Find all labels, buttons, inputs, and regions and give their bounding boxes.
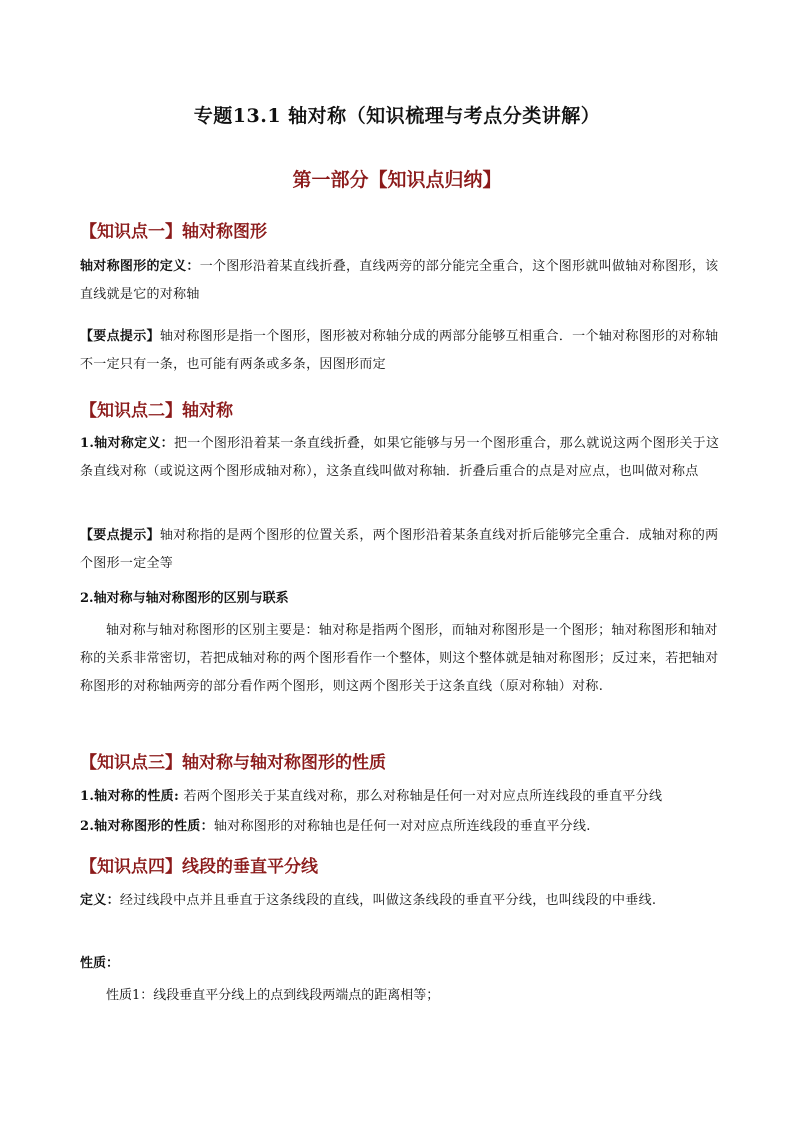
k4-definition-term: 定义： bbox=[80, 893, 120, 908]
k2-definition-text: 把一个图形沿着某一条直线折叠，如果它能够与另一个图形重合，那么就说这两个图形关于这条直线对称（或说这两个图形成轴对称），这条直线叫做对称轴．折叠后重合的点是对应点，也叫做对称点 bbox=[80, 436, 720, 479]
page-title: 专题13.1 轴对称（知识梳理与考点分类讲解） bbox=[193, 105, 601, 127]
k3-property-2 bbox=[80, 813, 740, 841]
k4-property-label: 性质： bbox=[80, 956, 120, 971]
k2-definition-term: 1.轴对称定义： bbox=[80, 436, 174, 451]
k2-tip-text: 轴对称指的是两个图形的位置关系，两个图形沿着某条直线对折后能够完全重合．成轴对称的两个图形一定全等 bbox=[80, 528, 719, 571]
k3-property-2-text: 轴对称图形的对称轴也是任何一对对应点所连线段的垂直平分线. bbox=[213, 819, 591, 834]
section-heading-k3: 【知识点三】轴对称与轴对称图形的性质 bbox=[80, 753, 386, 773]
k2-tip-term: 【要点提示】 bbox=[80, 528, 160, 543]
k4-definition-text: 经过线段中点并且垂直于这条线段的直线，叫做这条线段的垂直平分线，也叫线段的中垂线. bbox=[119, 893, 657, 908]
k2-tip bbox=[80, 522, 720, 578]
k1-definition bbox=[80, 253, 720, 309]
k1-definition-term: 轴对称图形的定义： bbox=[80, 259, 200, 274]
k2-definition bbox=[80, 430, 720, 486]
k4-property-1: 性质1：线段垂直平分线上的点到线段两端点的距离相等； bbox=[106, 988, 440, 1003]
k1-tip-text: 轴对称图形是指一个图形，图形被对称轴分成的两部分能够互相重合．一个轴对称图形的对称轴不一定只有一条，也可能有两条或多条，因图形而定 bbox=[80, 329, 719, 372]
k3-property-1 bbox=[80, 783, 740, 811]
k2-subheading: 2.轴对称与轴对称图形的区别与联系 bbox=[80, 591, 289, 606]
k3-property-1-term: 1.轴对称的性质: bbox=[80, 789, 180, 804]
part-heading: 第一部分【知识点归纳】 bbox=[292, 169, 502, 191]
section-heading-k1: 【知识点一】轴对称图形 bbox=[80, 222, 267, 242]
section-heading-k2: 【知识点二】轴对称 bbox=[80, 401, 233, 421]
k1-tip-term: 【要点提示】 bbox=[80, 329, 160, 344]
k2-difference-text: 轴对称与轴对称图形的区别主要是：轴对称是指两个图形，而轴对称图形是一个图形；轴对称图形和轴对称的关系非常密切，若把成轴对称的两个图形看作一个整体，则这个整体就是轴对称图形；反过来，若把轴对称图形的对称轴两旁的部分看作两个图形，则这两个图形关于这条直线（原对称轴）对称. bbox=[80, 623, 719, 694]
k1-definition-text: 一个图形沿着某直线折叠，直线两旁的部分能完全重合，这个图形就叫做轴对称图形，该直线就是它的对称轴 bbox=[80, 259, 719, 302]
k1-tip bbox=[80, 323, 720, 379]
k4-definition bbox=[80, 887, 720, 915]
section-heading-k4: 【知识点四】线段的垂直平分线 bbox=[80, 857, 318, 877]
k3-property-1-text: 若两个图形关于某直线对称，那么对称轴是任何一对对应点所连线段的垂直平分线 bbox=[179, 789, 663, 804]
k3-property-2-term: 2.轴对称图形的性质： bbox=[80, 819, 214, 834]
